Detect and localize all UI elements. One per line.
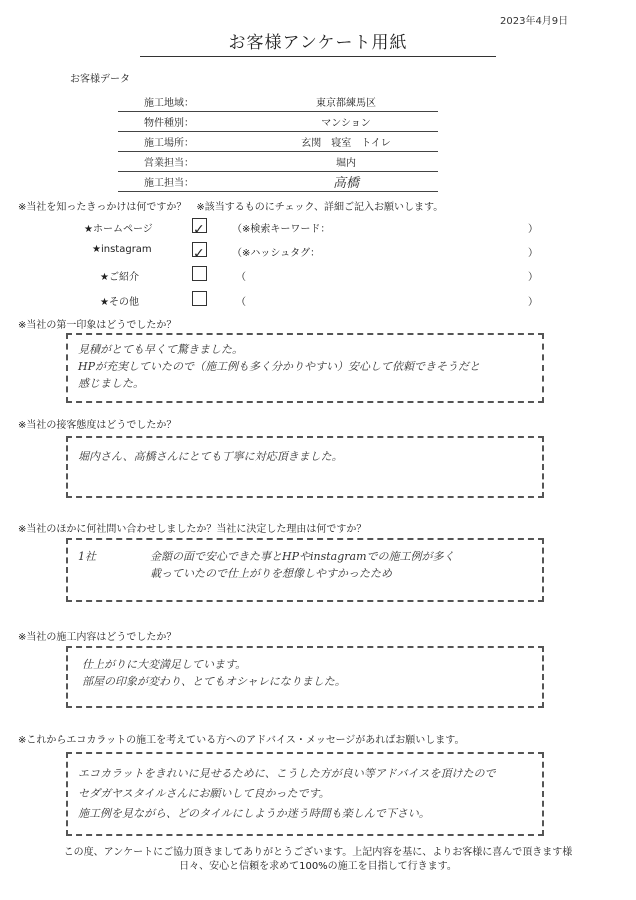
answer-line: エコカラットをきれいに見せるために、こうした方が良い等アドバイスを頂けたので	[78, 767, 496, 780]
customer-row-value: 堀内	[254, 152, 438, 172]
source-label: ★instagram	[92, 244, 152, 255]
customer-row-label: 物件種別：	[118, 112, 254, 132]
source-detail-close: ）	[528, 272, 538, 283]
answer-company-count: 1社	[78, 550, 96, 563]
question-first-impression: ※当社の第一印象はどうでしたか？	[18, 320, 177, 331]
answer-box-advice[interactable]	[66, 752, 544, 836]
question-work-quality: ※当社の施工内容はどうでしたか？	[18, 632, 177, 643]
title-underline	[140, 56, 496, 57]
source-detail-label: （※検索キーワード：	[232, 224, 331, 235]
customer-row-label: 施工地域：	[118, 92, 254, 112]
source-detail-close: ）	[528, 224, 538, 235]
customer-data-label: お客様データ	[70, 74, 130, 85]
source-checkbox[interactable]	[192, 242, 207, 262]
customer-row-value: 東京都練馬区	[254, 92, 438, 112]
source-detail-label: （※ハッシュタグ：	[232, 248, 321, 259]
customer-row-value: マンション	[254, 112, 438, 132]
answer-line: 見積がとても早くて驚きました。	[78, 343, 243, 356]
answer-line: HPが充実していたので（施工例も多く分かりやすい）安心して依頼できそうだと	[78, 360, 480, 373]
answer-line: 感じました。	[78, 377, 144, 390]
answer-line: 仕上がりに大変満足しています。	[82, 658, 247, 671]
check-mark-icon: ✓	[193, 222, 205, 238]
footer-message	[0, 846, 636, 874]
customer-row-value: 高橋	[254, 172, 438, 192]
customer-row	[118, 172, 438, 192]
source-label: ★ご紹介	[100, 272, 139, 283]
answer-line: 施工例を見ながら、どのタイルにしようか迷う時間も楽しんで下さい。	[78, 807, 430, 820]
source-detail-label: （	[236, 272, 246, 283]
customer-row	[118, 152, 438, 172]
source-checkbox[interactable]	[192, 291, 207, 306]
source-detail-close: ）	[528, 248, 538, 259]
source-detail-close: ）	[528, 297, 538, 308]
question-advice: ※これからエコカラットの施工を考えている方へのアドバイス・メッセージがあればお願いします。	[18, 735, 465, 746]
customer-row-label: 施工場所：	[118, 132, 254, 152]
answer-box-customer-service[interactable]	[66, 436, 544, 498]
customer-data-table	[118, 92, 438, 192]
customer-row	[118, 92, 438, 112]
source-label: ★その他	[100, 297, 139, 308]
customer-row-value: 玄関 寝室 トイレ	[254, 132, 438, 152]
customer-row-label: 施工担当：	[118, 172, 254, 192]
question-source: ※当社を知ったきっかけは何ですか？ ※該当するものにチェック、詳細ご記入お願いします。	[18, 202, 444, 213]
customer-row	[118, 132, 438, 152]
footer-line: 日々、安心と信頼を求めて100%の施工を目指して行きます。	[179, 861, 457, 872]
answer-line: 載っていたので仕上がりを想像しやすかったため	[150, 567, 392, 580]
source-detail-label: （	[236, 297, 246, 308]
answer-box-other-companies[interactable]	[66, 538, 544, 602]
question-customer-service: ※当社の接客態度はどうでしたか？	[18, 420, 177, 431]
answer-box-work-quality[interactable]	[66, 646, 544, 708]
answer-box-first-impression[interactable]	[66, 333, 544, 403]
survey-date: 2023年4月9日	[500, 16, 569, 27]
answer-line: 堀内さん、高橋さんにとても丁寧に対応頂きました。	[78, 450, 343, 463]
answer-line: 部屋の印象が変わり、とてもオシャレになりました。	[82, 675, 346, 688]
check-mark-icon: ✓	[193, 246, 205, 262]
question-other-companies: ※当社のほかに何社問い合わせしましたか？当社に決定した理由は何ですか？	[18, 524, 367, 535]
footer-line: この度、アンケートにご協力頂きましてありがとうございます。上記内容を基に、よりお客様に喜んで頂きます様	[63, 847, 573, 858]
source-checkbox[interactable]	[192, 266, 207, 281]
page-title: お客様アンケート用紙	[228, 33, 408, 53]
customer-row-label: 営業担当：	[118, 152, 254, 172]
answer-line: 金額の面で安心できた事とHPやinstagramでの施工例が多く	[150, 550, 455, 563]
source-label: ★ホームページ	[84, 224, 153, 235]
customer-row	[118, 112, 438, 132]
source-checkbox[interactable]	[192, 218, 207, 238]
answer-line: セダガヤスタイルさんにお願いして良かったです。	[78, 787, 330, 800]
